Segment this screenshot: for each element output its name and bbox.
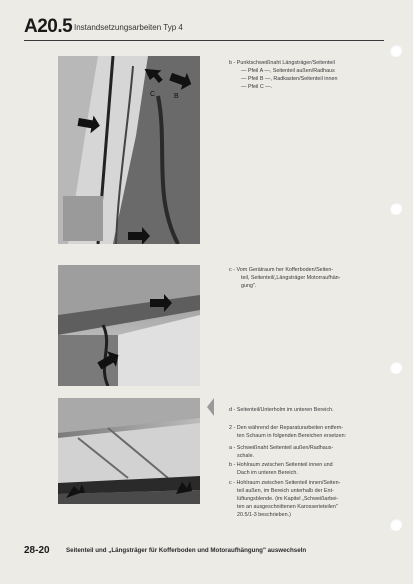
photo-b-spot-welds bbox=[58, 56, 200, 244]
caption-c-line-3: gung". bbox=[241, 283, 257, 289]
section-title: Instandsetzungsarbeiten Typ 4 bbox=[74, 23, 183, 32]
photo-d-lower-sill bbox=[58, 398, 200, 504]
page-number: 28-20 bbox=[24, 545, 50, 556]
item-c-line-5: 20.5/1-3 beschrieben.) bbox=[237, 512, 291, 518]
caption-c-line-1: c - Vom Gerätraum her Kofferboden/Seiten- bbox=[229, 267, 334, 273]
step-2-item-c bbox=[229, 479, 351, 519]
photo-c-trunk-floor bbox=[58, 265, 200, 386]
caption-d-line-1: d - Seitenteil/Unterholm im unteren Bereich. bbox=[229, 407, 334, 413]
photo-b-image bbox=[58, 56, 200, 244]
caption-c bbox=[229, 266, 361, 290]
photo-label-b: B bbox=[174, 93, 179, 100]
header-rule bbox=[24, 40, 384, 41]
item-a-line-1: a - Schweißnaht Seitenteil außen/Radhaus- bbox=[229, 445, 334, 451]
item-c-line-4: ten an ausgeschnittenen Karosserieteilen" bbox=[237, 504, 338, 510]
section-code: A20.5 bbox=[24, 16, 73, 37]
caption-b bbox=[229, 59, 361, 91]
step-2-item-a bbox=[229, 444, 351, 460]
photo-c-image bbox=[58, 265, 200, 386]
step-2-item-b bbox=[229, 461, 351, 477]
footer-title: Seitenteil und „Längsträger für Kofferboden und Motoraufhängung" auswechseln bbox=[66, 547, 307, 554]
step-2 bbox=[229, 424, 361, 440]
caption-b-line-4: — Pfeil C —. bbox=[241, 84, 273, 90]
photo-label-c: C bbox=[150, 91, 156, 98]
binder-hole bbox=[389, 518, 402, 531]
item-c-line-2: teil außen, im Bereich unterhalb der Ent- bbox=[237, 488, 334, 494]
photo-d-image bbox=[58, 398, 200, 504]
item-c-line-1: c - Hohlraum zwischen Seitenteil innen/Seiten- bbox=[229, 480, 341, 486]
binder-hole bbox=[389, 44, 402, 57]
caption-d bbox=[229, 406, 361, 414]
page-footer bbox=[24, 545, 384, 557]
binder-hole bbox=[389, 361, 402, 374]
item-b-line-2: Dach im unteren Bereich. bbox=[237, 470, 298, 476]
step-2-line-2: ten Schaum in folgenden Bereichen ersetzen: bbox=[237, 433, 347, 439]
caption-b-line-2: — Pfeil A —, Seitenteil außen/Radhaus bbox=[241, 68, 335, 74]
item-c-line-3: lüftungsblende. (im Kapitel „Schweißarbei- bbox=[237, 496, 339, 502]
caption-b-line-3: — Pfeil B —, Radkasten/Seitenteil innen bbox=[241, 76, 338, 82]
step-2-line-1: 2 - Den während der Reparaturarbeiten entfern- bbox=[229, 425, 344, 431]
caption-b-line-1: b - Punktschweißnaht Längsträger/Seitenteil bbox=[229, 60, 335, 66]
item-b-line-1: b - Hohlraum zwischen Seitenteil innen und bbox=[229, 462, 333, 468]
item-a-line-2: schale. bbox=[237, 453, 255, 459]
binder-hole bbox=[389, 202, 402, 215]
caption-c-line-2: teil, Seitenteil/„Längsträger Motorraufhän- bbox=[241, 275, 341, 281]
margin-marker bbox=[207, 398, 214, 416]
